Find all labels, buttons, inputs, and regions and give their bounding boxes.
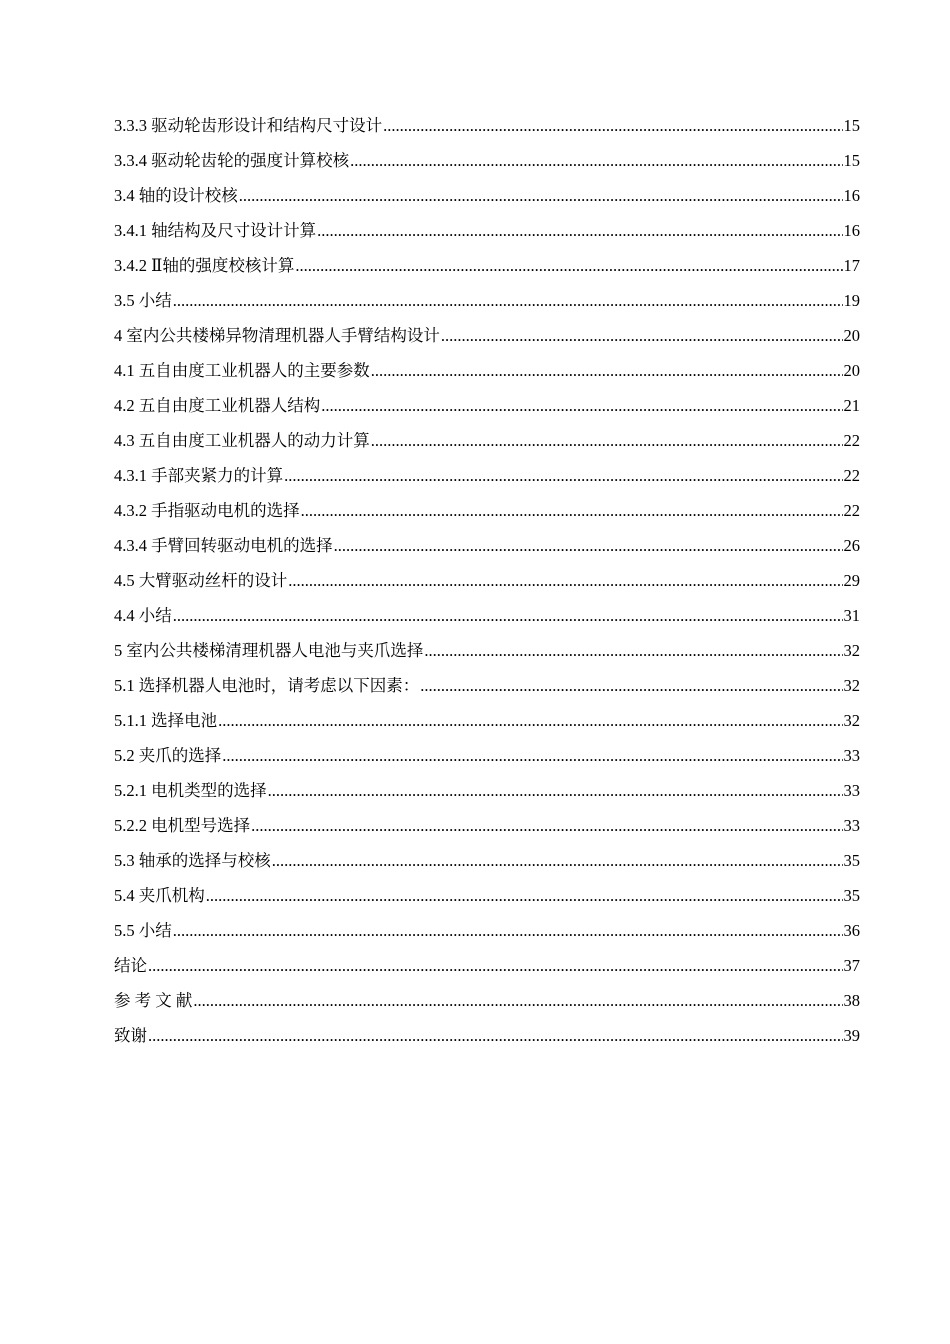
toc-leader-dots [272, 843, 843, 878]
toc-entry-title: 3.3.4 驱动轮齿轮的强度计算校核 [114, 151, 350, 170]
toc-entry[interactable] [114, 738, 860, 773]
toc-entry[interactable] [114, 178, 860, 213]
toc-leader-dots [383, 108, 842, 143]
toc-entry-title: 3.5 小结 [114, 291, 172, 310]
toc-entry-title: 结论 [114, 956, 147, 975]
toc-entry[interactable] [114, 353, 860, 388]
toc-entry[interactable] [114, 668, 860, 703]
toc-entry-page: 20 [843, 361, 860, 380]
toc-entry-title: 5.1 选择机器人电池时，请考虑以下因素： [114, 676, 420, 695]
toc-leader-dots [206, 878, 843, 913]
toc-entry-page: 32 [843, 711, 860, 730]
toc-entry-title: 3.4 轴的设计校核 [114, 186, 238, 205]
toc-entry[interactable] [114, 248, 860, 283]
toc-entry[interactable] [114, 703, 860, 738]
toc-entry-title: 3.4.1 轴结构及尺寸设计计算 [114, 221, 317, 240]
toc-entry-page: 32 [843, 676, 860, 695]
toc-leader-dots [148, 1018, 843, 1053]
toc-entry[interactable] [114, 913, 860, 948]
toc-entry-page: 16 [843, 221, 860, 240]
toc-leader-dots [222, 738, 842, 773]
toc-entry-page: 22 [843, 431, 860, 450]
toc-leader-dots [371, 353, 843, 388]
toc-entry-title: 5.3 轴承的选择与校核 [114, 851, 271, 870]
toc-leader-dots [321, 388, 842, 423]
toc-leader-dots [173, 283, 843, 318]
toc-entry[interactable] [114, 108, 860, 143]
toc-entry-title: 5.5 小结 [114, 921, 172, 940]
toc-leader-dots [301, 493, 843, 528]
toc-entry-page: 38 [843, 991, 860, 1010]
toc-entry[interactable] [114, 388, 860, 423]
toc-entry-page: 37 [843, 956, 860, 975]
toc-entry-page: 16 [843, 186, 860, 205]
toc-entry[interactable] [114, 1018, 860, 1053]
toc-entry[interactable] [114, 878, 860, 913]
toc-leader-dots [350, 143, 842, 178]
toc-entry-page: 33 [843, 746, 860, 765]
toc-entry[interactable] [114, 213, 860, 248]
toc-entry-title: 4.3.1 手部夹紧力的计算 [114, 466, 284, 485]
toc-entry-page: 35 [843, 851, 860, 870]
toc-entry-title: 3.4.2 Ⅱ轴的强度校核计算 [114, 256, 295, 275]
toc-leader-dots [334, 528, 843, 563]
toc-entry-title: 4.3.4 手臂回转驱动电机的选择 [114, 536, 333, 555]
toc-entry-title: 4.3 五自由度工业机器人的动力计算 [114, 431, 370, 450]
toc-entry-page: 31 [843, 606, 860, 625]
toc-entry[interactable] [114, 563, 860, 598]
toc-entry-page: 26 [843, 536, 860, 555]
toc-entry-title: 4.4 小结 [114, 606, 172, 625]
toc-entry-page: 15 [843, 116, 860, 135]
toc-entry-page: 15 [843, 151, 860, 170]
toc-entry-title: 4.1 五自由度工业机器人的主要参数 [114, 361, 370, 380]
toc-leader-dots [317, 213, 842, 248]
toc-entry-page: 17 [843, 256, 860, 275]
toc-leader-dots [441, 318, 843, 353]
toc-leader-dots [251, 808, 842, 843]
toc-leader-dots [173, 913, 843, 948]
toc-entry-title: 5.1.1 选择电池 [114, 711, 218, 730]
toc-entry-title: 5.2.1 电机类型的选择 [114, 781, 267, 800]
toc-leader-dots [295, 248, 842, 283]
toc-entry-page: 22 [843, 466, 860, 485]
toc-entry[interactable] [114, 423, 860, 458]
toc-entry-title: 5.2.2 电机型号选择 [114, 816, 251, 835]
toc-leader-dots [193, 983, 842, 1018]
table-of-contents [114, 108, 860, 1053]
toc-leader-dots [173, 598, 843, 633]
toc-entry[interactable] [114, 948, 860, 983]
toc-entry-page: 29 [843, 571, 860, 590]
toc-entry[interactable] [114, 458, 860, 493]
toc-entry[interactable] [114, 773, 860, 808]
toc-leader-dots [284, 458, 842, 493]
toc-entry[interactable] [114, 318, 860, 353]
toc-entry-page: 20 [843, 326, 860, 345]
toc-entry-title: 4.2 五自由度工业机器人结构 [114, 396, 321, 415]
toc-entry-title: 5 室内公共楼梯清理机器人电池与夹爪选择 [114, 641, 424, 660]
toc-entry[interactable] [114, 283, 860, 318]
toc-entry[interactable] [114, 633, 860, 668]
toc-entry[interactable] [114, 808, 860, 843]
toc-entry-page: 39 [843, 1026, 860, 1045]
toc-leader-dots [218, 703, 842, 738]
toc-entry[interactable] [114, 143, 860, 178]
toc-entry-page: 22 [843, 501, 860, 520]
toc-entry-page: 21 [843, 396, 860, 415]
toc-entry-title: 4 室内公共楼梯异物清理机器人手臂结构设计 [114, 326, 440, 345]
toc-entry[interactable] [114, 528, 860, 563]
toc-entry-title: 3.3.3 驱动轮齿形设计和结构尺寸设计 [114, 116, 383, 135]
toc-entry-title: 4.3.2 手指驱动电机的选择 [114, 501, 300, 520]
toc-leader-dots [371, 423, 843, 458]
toc-entry-page: 32 [843, 641, 860, 660]
toc-leader-dots [239, 178, 843, 213]
toc-entry[interactable] [114, 598, 860, 633]
toc-entry-page: 36 [843, 921, 860, 940]
toc-entry-title: 5.2 夹爪的选择 [114, 746, 222, 765]
toc-entry-page: 35 [843, 886, 860, 905]
toc-leader-dots [268, 773, 843, 808]
toc-entry[interactable] [114, 493, 860, 528]
toc-entry-page: 19 [843, 291, 860, 310]
toc-entry[interactable] [114, 843, 860, 878]
toc-entry[interactable] [114, 983, 860, 1018]
toc-entry-page: 33 [843, 781, 860, 800]
toc-leader-dots [424, 633, 842, 668]
toc-leader-dots [288, 563, 842, 598]
toc-leader-dots [420, 668, 842, 703]
toc-leader-dots [148, 948, 843, 983]
toc-entry-title: 参 考 文 献 [114, 991, 193, 1010]
toc-entry-title: 5.4 夹爪机构 [114, 886, 205, 905]
toc-entry-page: 33 [843, 816, 860, 835]
toc-entry-title: 致谢 [114, 1026, 147, 1045]
toc-entry-title: 4.5 大臂驱动丝杆的设计 [114, 571, 288, 590]
